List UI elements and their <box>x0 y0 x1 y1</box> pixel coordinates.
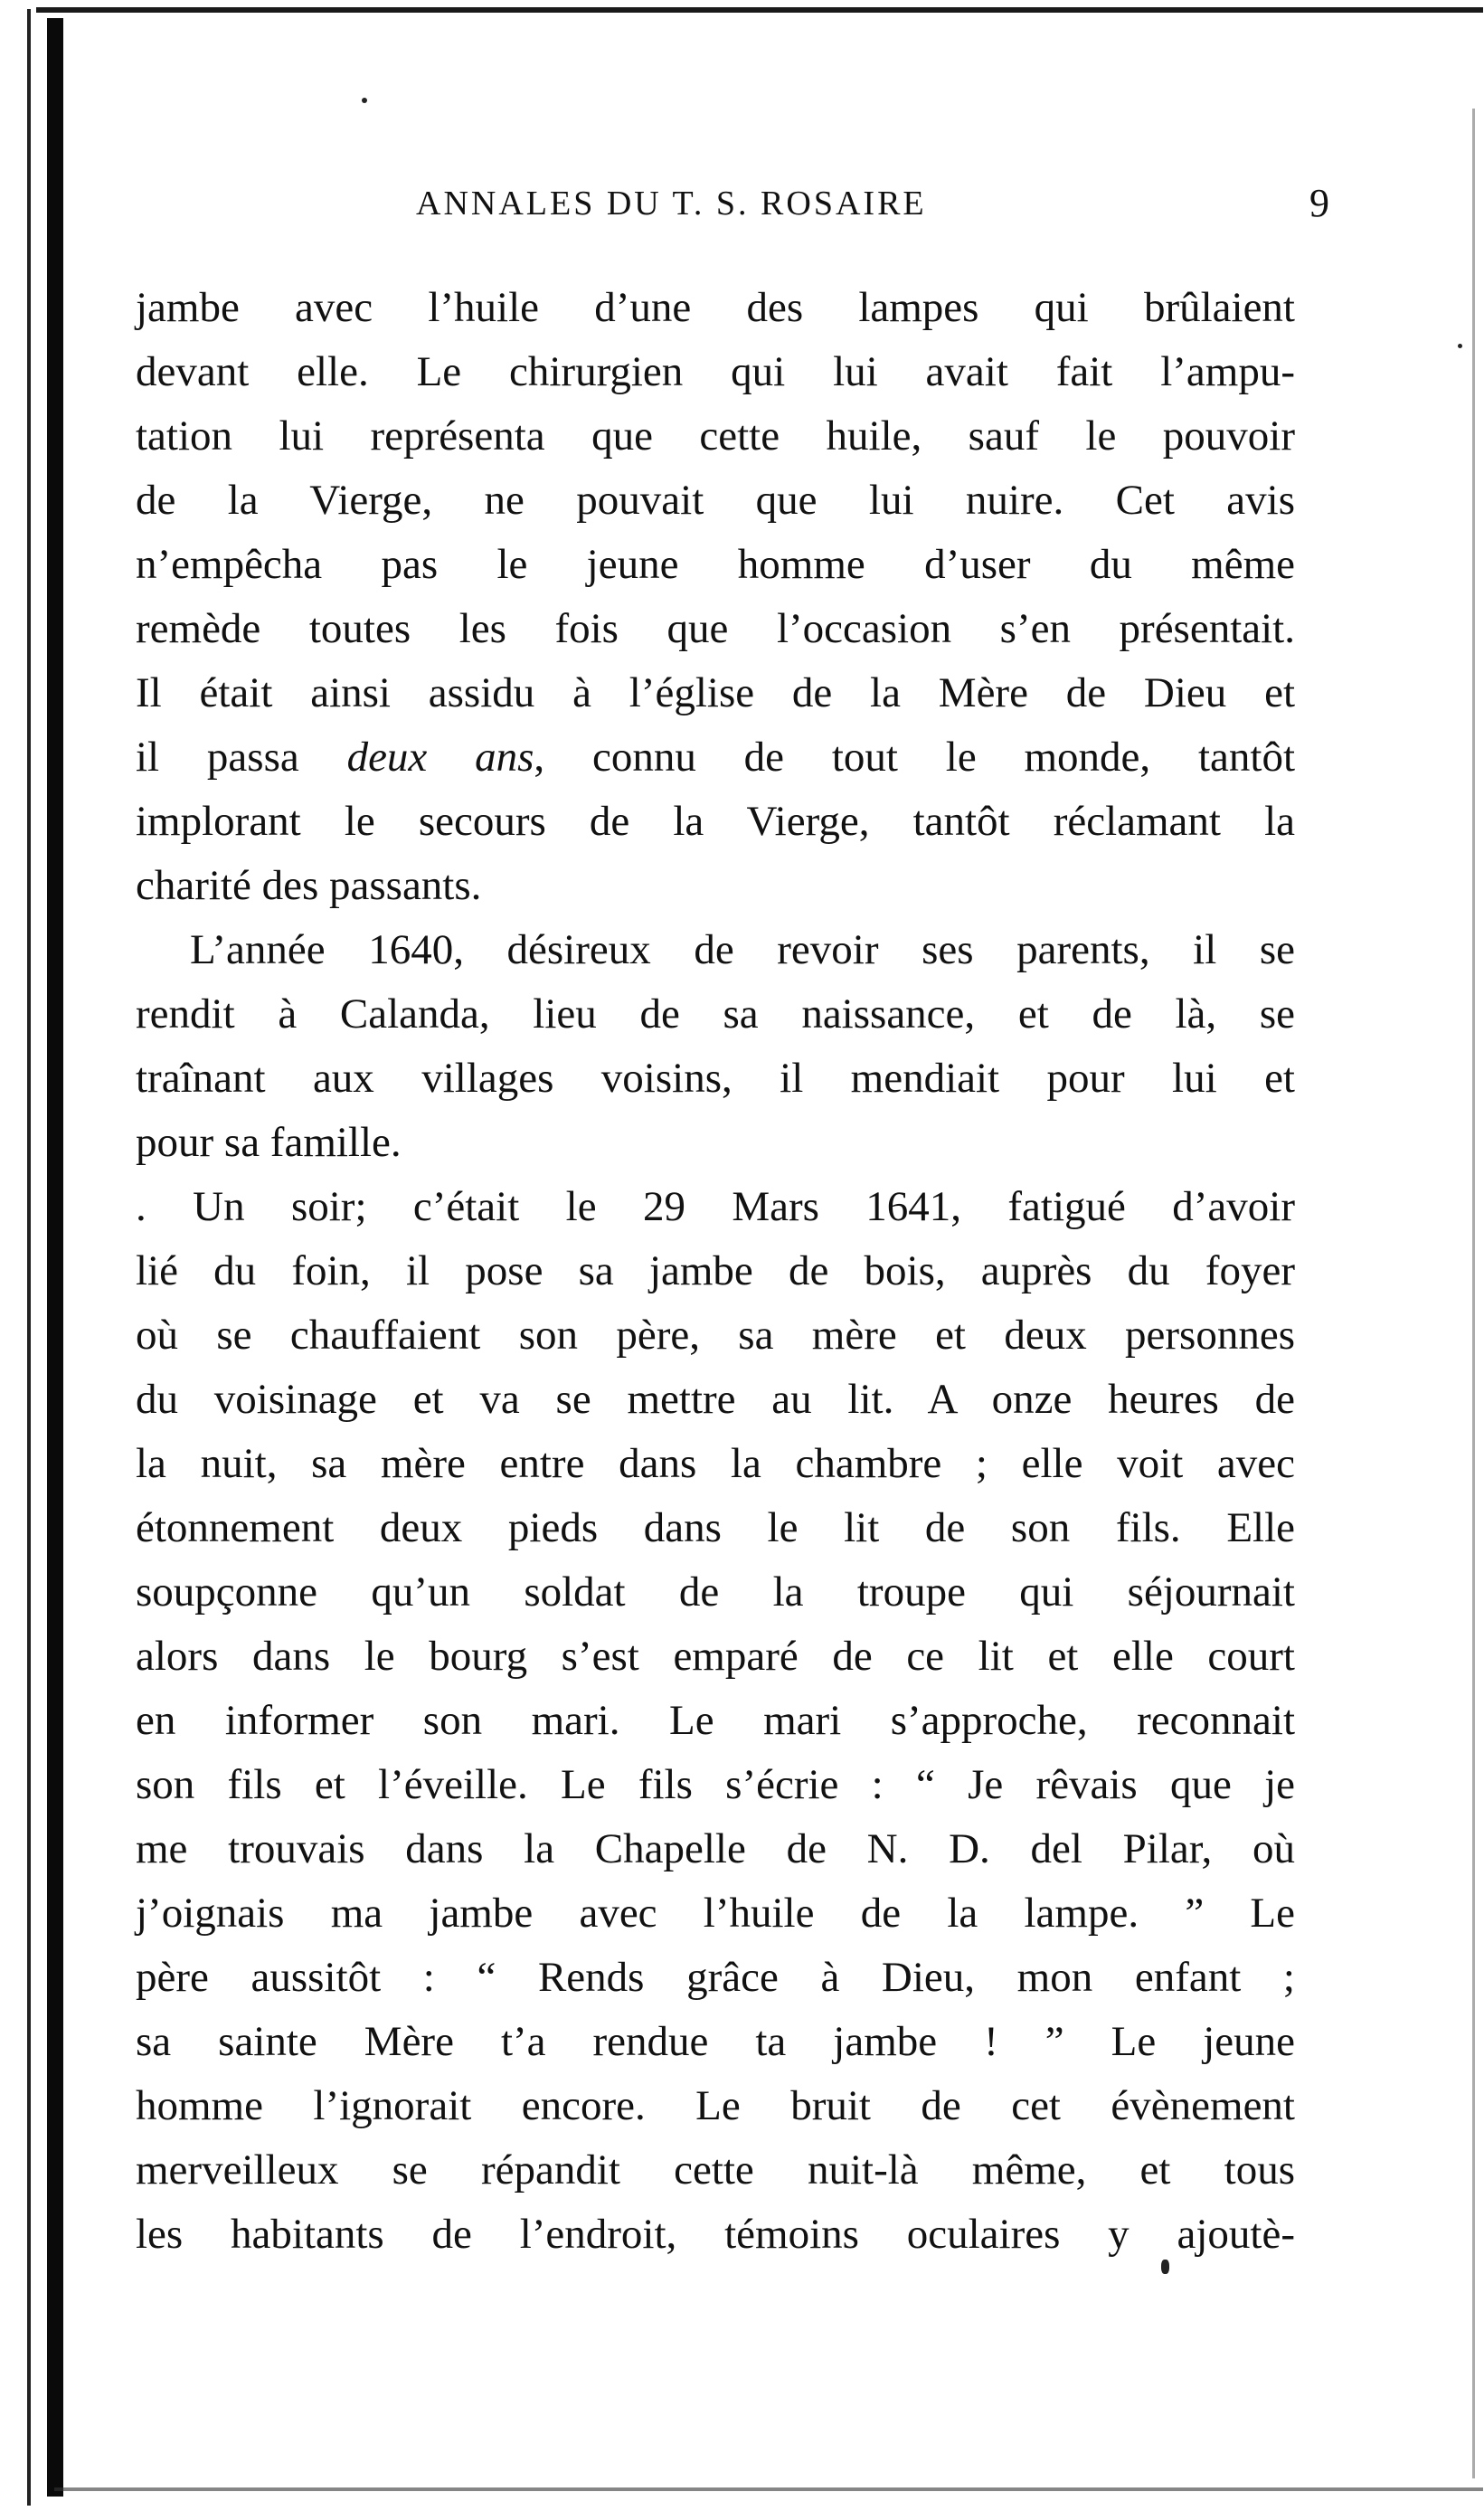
text-segment: il passa <box>136 734 347 781</box>
text-line: rendit à Calanda, lieu de sa naissance, et de là, se <box>136 990 1295 1038</box>
scan-top-edge <box>36 7 1483 13</box>
text-line: tation lui représenta que cette huile, sauf le pouvoir <box>136 412 1295 460</box>
body-text <box>136 276 1295 2267</box>
text-line: père aussitôt : “ Rends grâce à Dieu, mon enfant ; <box>136 1954 1295 2001</box>
text-line: n’empêcha pas le jeune homme d’user du même <box>136 541 1295 588</box>
paragraph <box>136 1175 1295 2267</box>
text-line: où se chauffaient son père, sa mère et deux personnes <box>136 1312 1295 1359</box>
text-line: traînant aux villages voisins, il mendiait pour lui et <box>136 1055 1295 1102</box>
text-line: . Un soir; c’était le 29 Mars 1641, fatigué d’avoir <box>136 1183 1295 1230</box>
text-line: les habitants de l’endroit, témoins oculaires y ajoutè- <box>136 2211 1295 2258</box>
scan-right-edge <box>1472 109 1475 2478</box>
italic-text: deux ans <box>346 734 534 781</box>
scan-left-shadow <box>27 9 31 2506</box>
text-segment: , connu de tout le monde, tantôt <box>534 734 1296 781</box>
text-line: étonnement deux pieds dans le lit de son fils. Elle <box>136 1504 1295 1551</box>
paragraph <box>136 276 1295 918</box>
paragraph <box>136 918 1295 1175</box>
text-line: Il était ainsi assidu à l’église de la Mère de Dieu et <box>136 669 1295 716</box>
text-line <box>136 725 1295 790</box>
text-line: soupçonne qu’un soldat de la troupe qui séjournait <box>136 1568 1295 1616</box>
scan-bottom-edge <box>54 2487 1483 2491</box>
text-line: devant elle. Le chirurgien qui lui avait fait l’ampu- <box>136 348 1295 395</box>
text-line: merveilleux se répandit cette nuit-là même, et tous <box>136 2146 1295 2194</box>
text-line: j’oignais ma jambe avec l’huile de la lampe. ” Le <box>136 1890 1295 1937</box>
scan-binding-edge <box>47 18 63 2497</box>
text-line: charité des passants. <box>136 862 482 909</box>
text-line: du voisinage et va se mettre au lit. A onze heures de <box>136 1376 1295 1423</box>
running-header <box>136 181 1329 238</box>
text-line: homme l’ignorait encore. Le bruit de cet évènement <box>136 2082 1295 2129</box>
text-line: L’année 1640, désireux de revoir ses parents, il se <box>190 926 1295 973</box>
text-line: alors dans le bourg s’est emparé de ce lit et elle court <box>136 1633 1295 1680</box>
scan-speck <box>1458 344 1462 348</box>
text-line: sa sainte Mère t’a rendue ta jambe ! ” Le jeune <box>136 2018 1295 2065</box>
text-line: de la Vierge, ne pouvait que lui nuire. Cet avis <box>136 477 1295 524</box>
page-number: 9 <box>1309 181 1329 225</box>
text-line: en informer son mari. Le mari s’approche, reconnait <box>136 1697 1295 1744</box>
text-line: lié du foin, il pose sa jambe de bois, auprès du foyer <box>136 1247 1295 1294</box>
text-line: me trouvais dans la Chapelle de N. D. del Pilar, où <box>136 1825 1295 1872</box>
text-line: la nuit, sa mère entre dans la chambre ; elle voit avec <box>136 1440 1295 1487</box>
text-line: son fils et l’éveille. Le fils s’écrie : “ Je rêvais que je <box>136 1761 1295 1808</box>
running-title: ANNALES DU T. S. ROSAIRE <box>416 185 927 223</box>
text-line: implorant le secours de la Vierge, tantôt réclamant la <box>136 798 1295 845</box>
text-line: jambe avec l’huile d’une des lampes qui brûlaient <box>136 284 1295 331</box>
text-line: pour sa famille. <box>136 1119 402 1166</box>
text-line: remède toutes les fois que l’occasion s’en présentait. <box>136 605 1295 652</box>
scan-speck <box>362 98 367 103</box>
